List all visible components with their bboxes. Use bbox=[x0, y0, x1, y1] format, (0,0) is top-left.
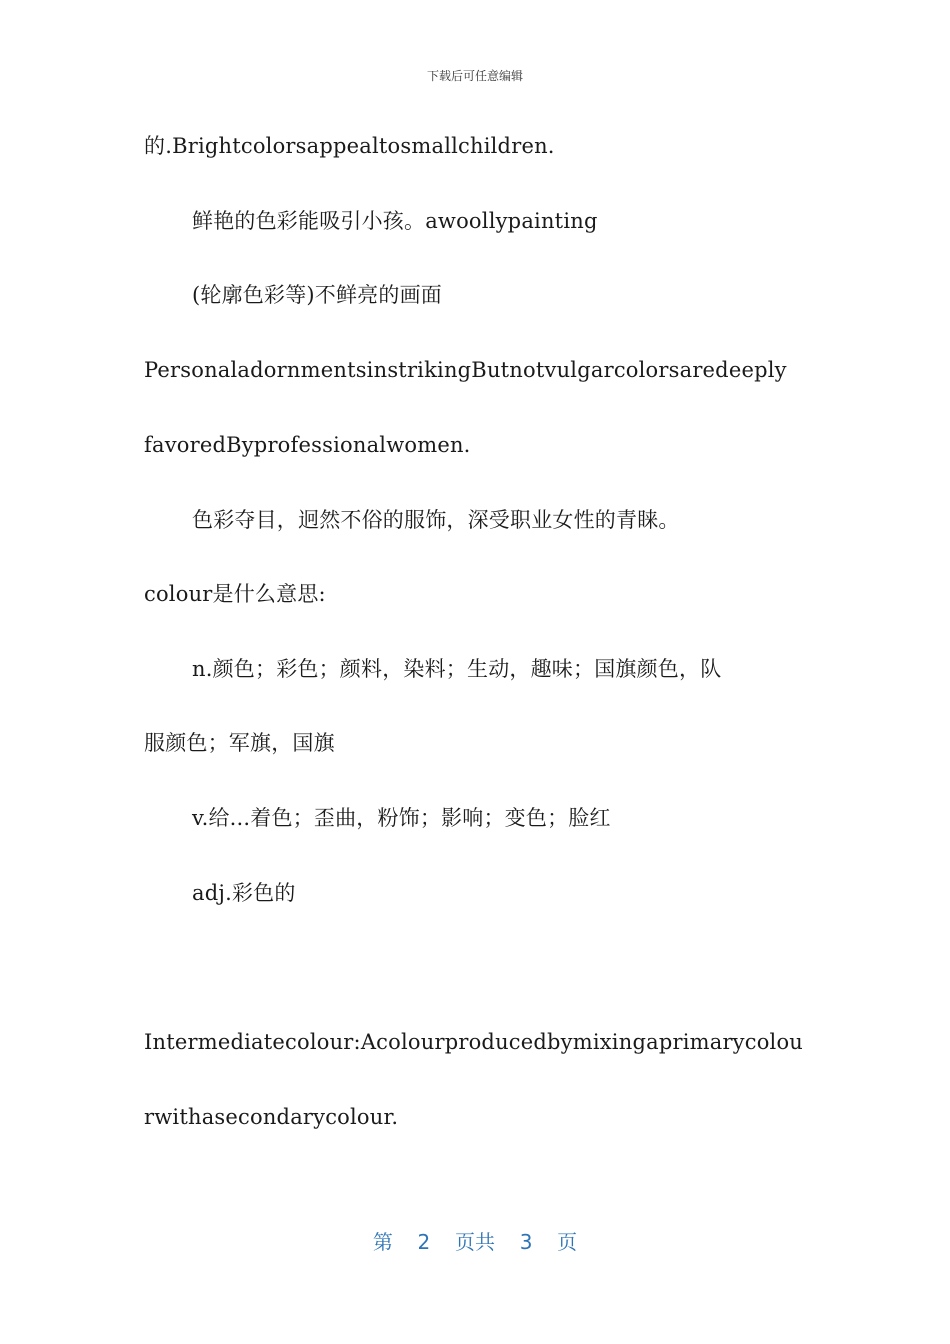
text-line: rwithasecondarycolour. bbox=[144, 1105, 399, 1129]
text-line: 的.Brightcolorsappealtosmallchildren. bbox=[144, 134, 555, 158]
text-line: favoredByprofessionalwomen. bbox=[144, 433, 471, 457]
text-line: v.给...着色；歪曲，粉饰；影响；变色；脸红 bbox=[192, 806, 611, 830]
text-line: 鲜艳的色彩能吸引小孩。awoollypainting bbox=[192, 209, 598, 233]
text-line: adj.彩色的 bbox=[192, 881, 296, 905]
page-number-footer: 第 2 页共 3 页 bbox=[372, 1230, 578, 1254]
text-line: Intermediatecolour:Acolourproducedbymixingaprimarycolou bbox=[144, 1030, 804, 1054]
text-line: n.颜色；彩色；颜料，染料；生动，趣味；国旗颜色，队 bbox=[192, 657, 722, 681]
text-line: 色彩夺目，迥然不俗的服饰，深受职业女性的青睐。 bbox=[192, 508, 680, 532]
text-line: (轮廓色彩等)不鲜亮的画面 bbox=[192, 283, 442, 307]
text-line: colour是什么意思: bbox=[144, 582, 326, 606]
page-header: 下载后可任意编辑 bbox=[426, 69, 523, 83]
text-line: PersonaladornmentsinstrikingButnotvulgarcolorsaredeeply bbox=[144, 358, 787, 382]
text-line: 服颜色；军旗，国旗 bbox=[144, 731, 335, 755]
